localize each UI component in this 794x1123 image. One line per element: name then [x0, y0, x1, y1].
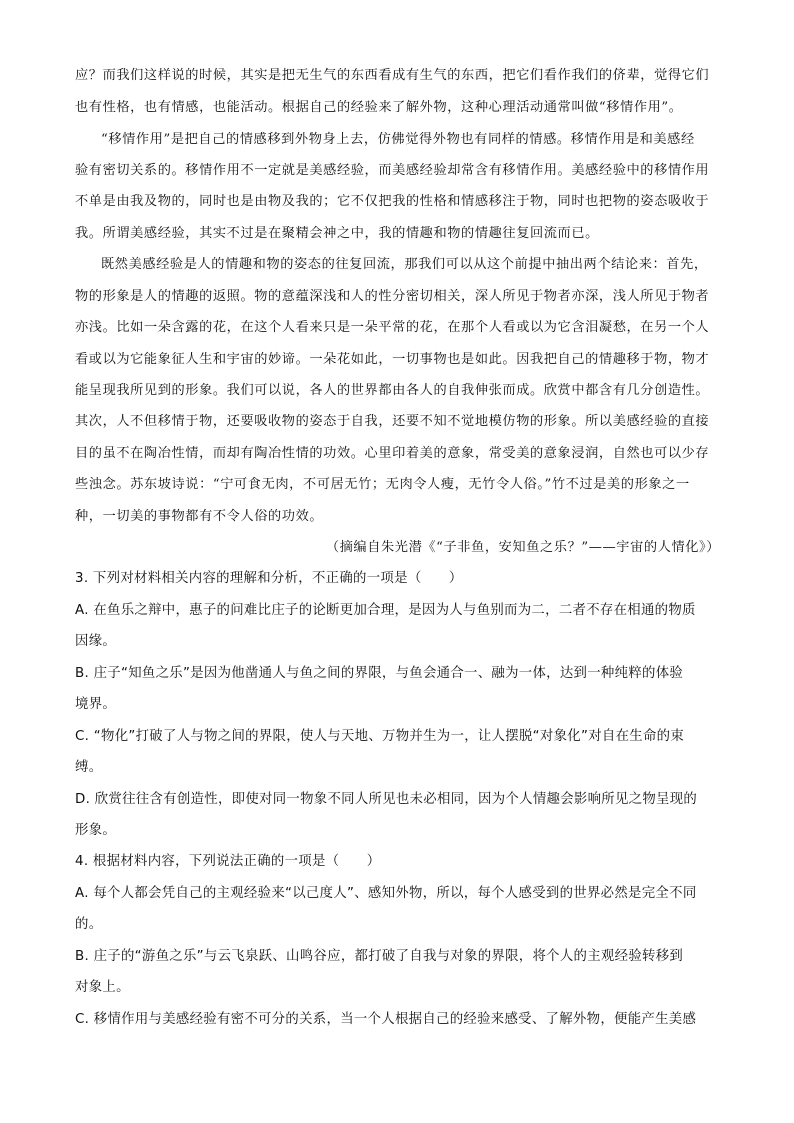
passage-line: 些浊念。苏东坡诗说：“宁可食无肉，不可居无竹；无肉令人瘦，无竹令人俗。”竹不过是美的形象之一	[75, 477, 690, 492]
passage-line: 既然美感经验是人的情趣和物的姿态的往复回流，那我们可以从这个前提中抽出两个结论来：首先，	[101, 257, 708, 272]
question-3-option-b: B. 庄子“知鱼之乐”是因为他凿通人与鱼之间的界限，与鱼会通合一、融为一体，达到一种纯粹的体验	[75, 666, 684, 681]
passage-line: 不单是由我及物的，同时也是由物及我的；它不仅把我的性格和情感移注于物，同时也把物的姿态吸收于	[75, 194, 710, 209]
passage-line: 验有密切关系的。移情作用不一定就是美感经验，而美感经验却常含有移情作用。美感经验中的移情作用	[75, 163, 710, 178]
passage-source: （摘编自朱光潜《“子非鱼，安知鱼之乐？”——宇宙的人情化》）	[325, 540, 720, 555]
passage-line: 种，一切美的事物都有不令人俗的功效。	[75, 509, 324, 524]
passage-line: 应？而我们这样说的时候，其实是把无生气的东西看成有生气的东西，把它们看作我们的侪辈，觉得它们	[75, 68, 710, 83]
passage-line: 也有性格，也有情感，也能活动。根据自己的经验来了解外物，这种心理活动通常叫做“移情作用”。	[75, 100, 683, 115]
passage-line: 目的虽不在陶冶性情，而却有陶冶性情的功效。心里印着美的意象，常受美的意象浸润，自然也可以少存	[75, 446, 710, 461]
passage-line: 能呈现我所见到的形象。我们可以说，各人的世界都由各人的自我伸张而成。欣赏中都含有几分创造性。	[75, 383, 710, 398]
passage-line: 其次，人不但移情于物，还要吸收物的姿态于自我，还要不知不觉地模仿物的形象。所以美感经验的直接	[75, 414, 710, 429]
question-4-option-a-cont: 的。	[75, 917, 103, 932]
passage-line: 我。所谓美感经验，其实不过是在聚精会神之中，我的情趣和物的情趣往复回流而已。	[75, 226, 599, 241]
question-3-option-c: C. “物化”打破了人与物之间的界限，使人与天地、万物并生为一，让人摆脱“对象化”对自在生命的束	[75, 729, 685, 744]
question-3-option-d: D. 欣赏往往含有创造性，即使对同一物象不同人所见也未必相同，因为个人情趣会影响所见之物呈现的	[75, 792, 698, 807]
question-3-option-a: A. 在鱼乐之辩中，惠子的问难比庄子的论断更加合理，是因为人与鱼别而为二，二者不存在相通的物质	[75, 603, 696, 618]
question-3-option-b-cont: 境界。	[75, 697, 117, 712]
question-4-option-b-cont: 对象上。	[75, 980, 130, 995]
question-4-option-b: B. 庄子的“游鱼之乐”与云飞泉跃、山鸣谷应，都打破了自我与对象的界限，将个人的主观经验转移到	[75, 949, 684, 964]
question-4-option-c: C. 移情作用与美感经验有密不可分的关系，当一个人根据自己的经验来感受、了解外物，便能产生美感	[75, 1012, 697, 1027]
passage-line: “移情作用”是把自己的情感移到外物身上去，仿佛觉得外物也有同样的情感。移情作用是和美感经	[101, 132, 695, 147]
question-3-option-a-cont: 因缘。	[75, 634, 117, 649]
question-4-stem: 4. 根据材料内容，下列说法正确的一项是（ ）	[75, 854, 381, 869]
question-4-option-a: A. 每个人都会凭自己的主观经验来“以己度人”、感知外物，所以，每个人感受到的世界必然是完全不同	[75, 886, 697, 901]
question-3-stem: 3. 下列对材料相关内容的理解和分析，不正确的一项是（ ）	[75, 571, 463, 586]
question-3-option-d-cont: 形象。	[75, 823, 117, 838]
passage-line: 看或以为它能象征人生和宇宙的妙谛。一朵花如此，一切事物也是如此。因我把自己的情趣移于物，物才	[75, 352, 710, 367]
passage-line: 亦浅。比如一朵含露的花，在这个人看来只是一朵平常的花，在那个人看或以为它含泪凝愁，在另一个人	[75, 320, 710, 335]
passage-line: 物的形象是人的情趣的返照。物的意蕴深浅和人的性分密切相关，深人所见于物者亦深，浅人所见于物者	[75, 289, 710, 304]
question-3-option-c-cont: 缚。	[75, 760, 103, 775]
